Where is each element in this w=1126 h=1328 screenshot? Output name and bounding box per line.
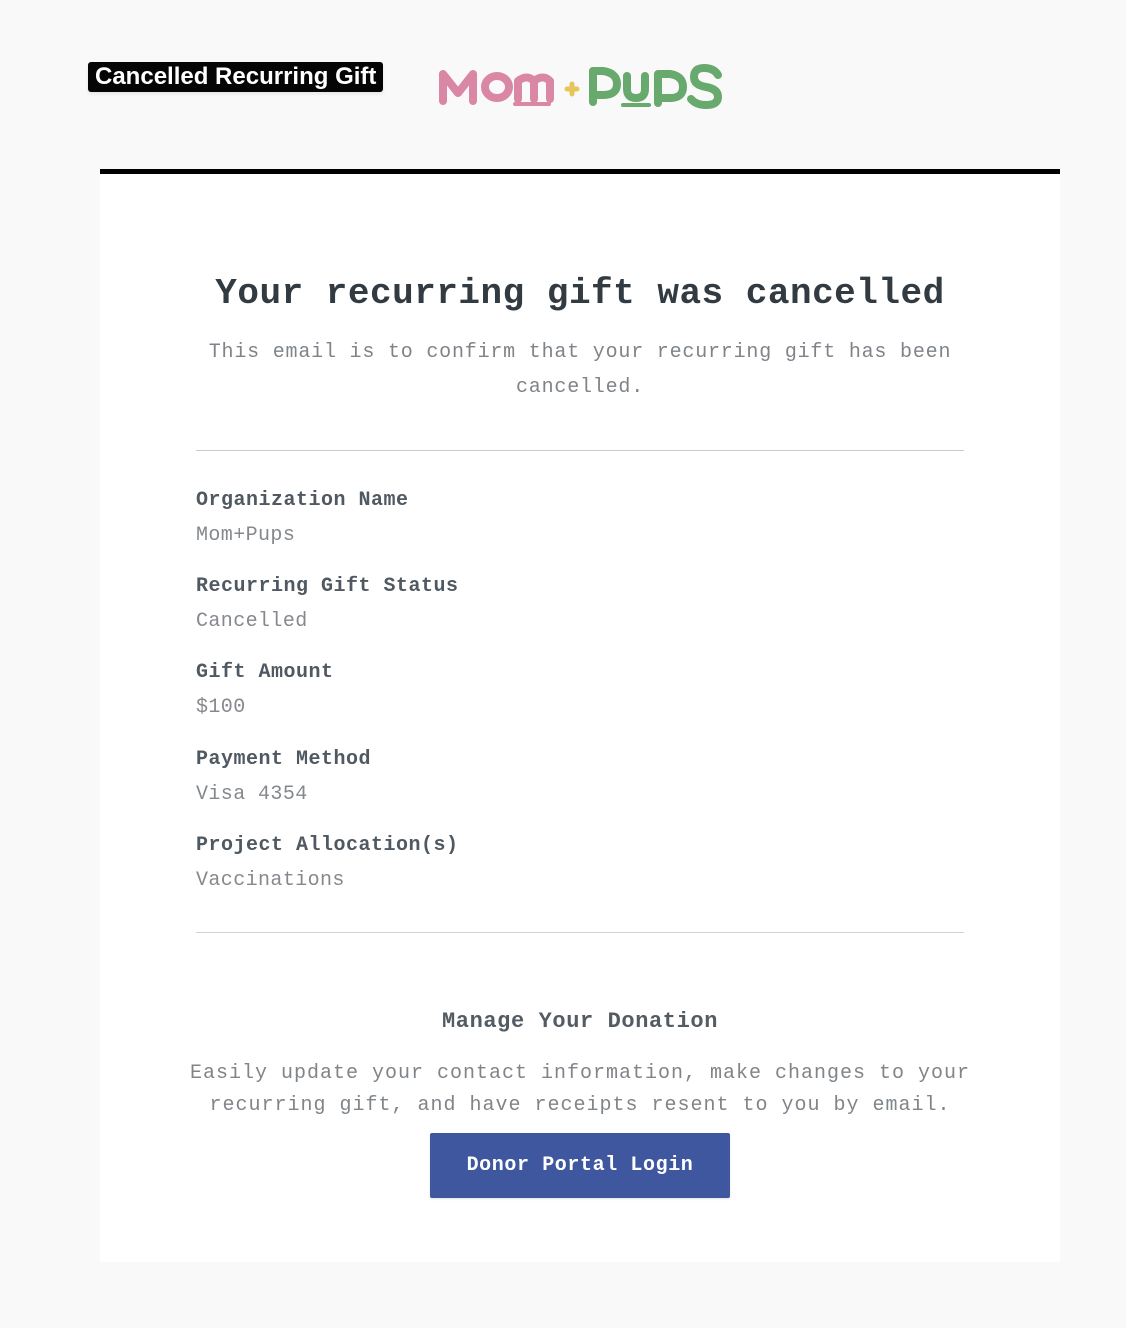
cancellation-heading: Your recurring gift was cancelled [215, 273, 945, 315]
cancellation-message: This email is to confirm that your recurring gift has been cancelled. [208, 341, 952, 399]
organization-name-label: Organization Name [196, 489, 409, 512]
donor-portal-login-button[interactable]: Donor Portal Login [430, 1133, 730, 1198]
payment-method-label: Payment Method [196, 748, 372, 771]
organization-name-value: Mom+Pups [196, 524, 296, 547]
manage-donation-text: Easily update your contact information, make changes to your recurring gift, and have receipts resent to you by email. [189, 1062, 971, 1117]
email-card [100, 174, 1060, 1262]
project-allocation-value: Vaccinations [196, 869, 345, 892]
details-bottom-divider [196, 932, 964, 933]
recurring-gift-status-value: Cancelled [196, 610, 308, 633]
mom-pups-logo [436, 58, 726, 114]
gift-amount-label: Gift Amount [196, 661, 334, 684]
payment-method-value: Visa 4354 [196, 783, 308, 806]
email-subject-badge: Cancelled Recurring Gift [88, 62, 383, 92]
gift-amount-value: $100 [196, 696, 246, 719]
details-top-divider [196, 450, 964, 451]
project-allocation-label: Project Allocation(s) [196, 834, 459, 857]
manage-donation-heading: Manage Your Donation [441, 1009, 719, 1035]
recurring-gift-status-label: Recurring Gift Status [196, 575, 459, 598]
